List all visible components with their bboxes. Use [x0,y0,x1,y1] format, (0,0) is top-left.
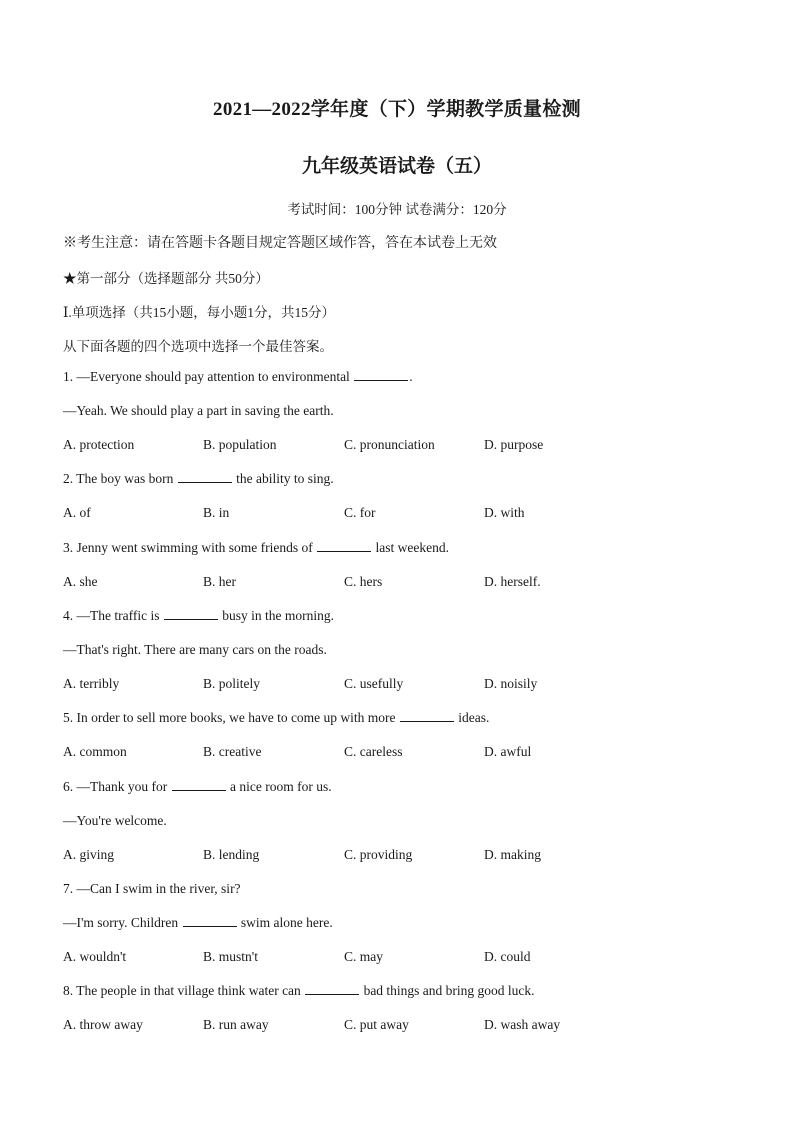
option-a: A. wouldn't [63,949,127,964]
question-7-reply [63,915,333,931]
question-4-options [63,676,623,696]
option-d: D. herself. [484,574,541,589]
question-3 [63,540,449,556]
question-stem-end: a nice room for us. [226,779,332,794]
option-d: D. with [484,505,525,520]
option-c: C. for [344,505,376,520]
option-a: A. common [63,744,127,759]
question-6-options [63,847,623,867]
option-a: A. throw away [63,1017,143,1032]
question-stem-end: ideas. [454,710,490,725]
section-heading: Ⅰ.单项选择（共15小题，每小题1分，共15分） [63,305,335,320]
option-b: B. her [203,574,236,589]
question-stem-end: the ability to sing. [232,471,334,486]
question-1 [63,369,413,385]
answer-blank [172,779,226,791]
option-b: B. mustn't [203,949,258,964]
reply-stem: —I'm sorry. Children [63,915,182,930]
question-stem-end: . [409,369,413,384]
option-a: A. she [63,574,98,589]
exam-subtitle: 九年级英语试卷（五） [301,156,492,177]
option-c: C. hers [344,574,383,589]
option-c: C. providing [344,847,413,862]
part-heading: ★第一部分（选择题部分 共50分） [63,271,269,286]
answer-blank [317,540,371,552]
question-8-options [63,1017,623,1037]
option-c: C. careless [344,744,403,759]
question-7-options [63,949,623,969]
question-2-options [63,505,623,525]
question-1-options [63,437,623,457]
candidate-notice: ※考生注意：请在答题卡各题目规定答题区域作答，答在本试卷上无效 [63,236,497,251]
exam-title: 2021—2022学年度（下）学期教学质量检测 [213,99,581,120]
question-stem: 1. —Everyone should pay attention to environmental [63,369,354,384]
reply-stem-end: swim alone here. [237,915,333,930]
answer-blank [183,915,237,927]
option-c: C. usefully [344,676,404,691]
question-6 [63,779,332,795]
question-stem: 6. —Thank you for [63,779,171,794]
question-stem-end: last weekend. [372,540,449,555]
answer-blank [178,471,232,483]
option-b: B. politely [203,676,260,691]
option-c: C. put away [344,1017,409,1032]
option-b: B. in [203,505,230,520]
option-a: A. of [63,505,91,520]
option-a: A. terribly [63,676,120,691]
answer-blank [164,608,218,620]
section-instruction: 从下面各题的四个选项中选择一个最佳答案。 [63,339,333,354]
option-b: B. run away [203,1017,269,1032]
question-stem-end: bad things and bring good luck. [360,983,535,998]
option-b: B. creative [203,744,262,759]
question-4 [63,608,334,624]
question-3-options [63,574,623,594]
question-stem: 4. —The traffic is [63,608,163,623]
question-stem: 3. Jenny went swimming with some friends of [63,540,317,555]
answer-blank [305,983,359,995]
question-7: 7. —Can I swim in the river, sir? [63,881,241,896]
question-4-reply: —That's right. There are many cars on the roads. [63,642,327,657]
question-1-reply: —Yeah. We should play a part in saving the earth. [63,403,334,418]
option-d: D. could [484,949,531,964]
question-5 [63,710,489,726]
question-stem-end: busy in the morning. [218,608,334,623]
option-a: A. giving [63,847,115,862]
question-5-options [63,744,623,764]
option-d: D. noisily [484,676,538,691]
option-d: D. awful [484,744,532,759]
answer-blank [400,710,454,722]
option-d: D. making [484,847,541,862]
option-c: C. pronunciation [344,437,435,452]
question-8 [63,983,535,999]
question-stem: 5. In order to sell more books, we have to come up with more [63,710,399,725]
option-d: D. purpose [484,437,544,452]
option-b: B. lending [203,847,260,862]
question-6-reply: —You're welcome. [63,813,167,828]
option-a: A. protection [63,437,135,452]
option-b: B. population [203,437,277,452]
question-stem: 8. The people in that village think water can [63,983,305,998]
exam-meta: 考试时间：100分钟 试卷满分：120分 [287,202,507,217]
question-stem: 2. The boy was born [63,471,177,486]
question-2 [63,471,334,487]
option-c: C. may [344,949,383,964]
answer-blank [354,369,408,381]
option-d: D. wash away [484,1017,561,1032]
